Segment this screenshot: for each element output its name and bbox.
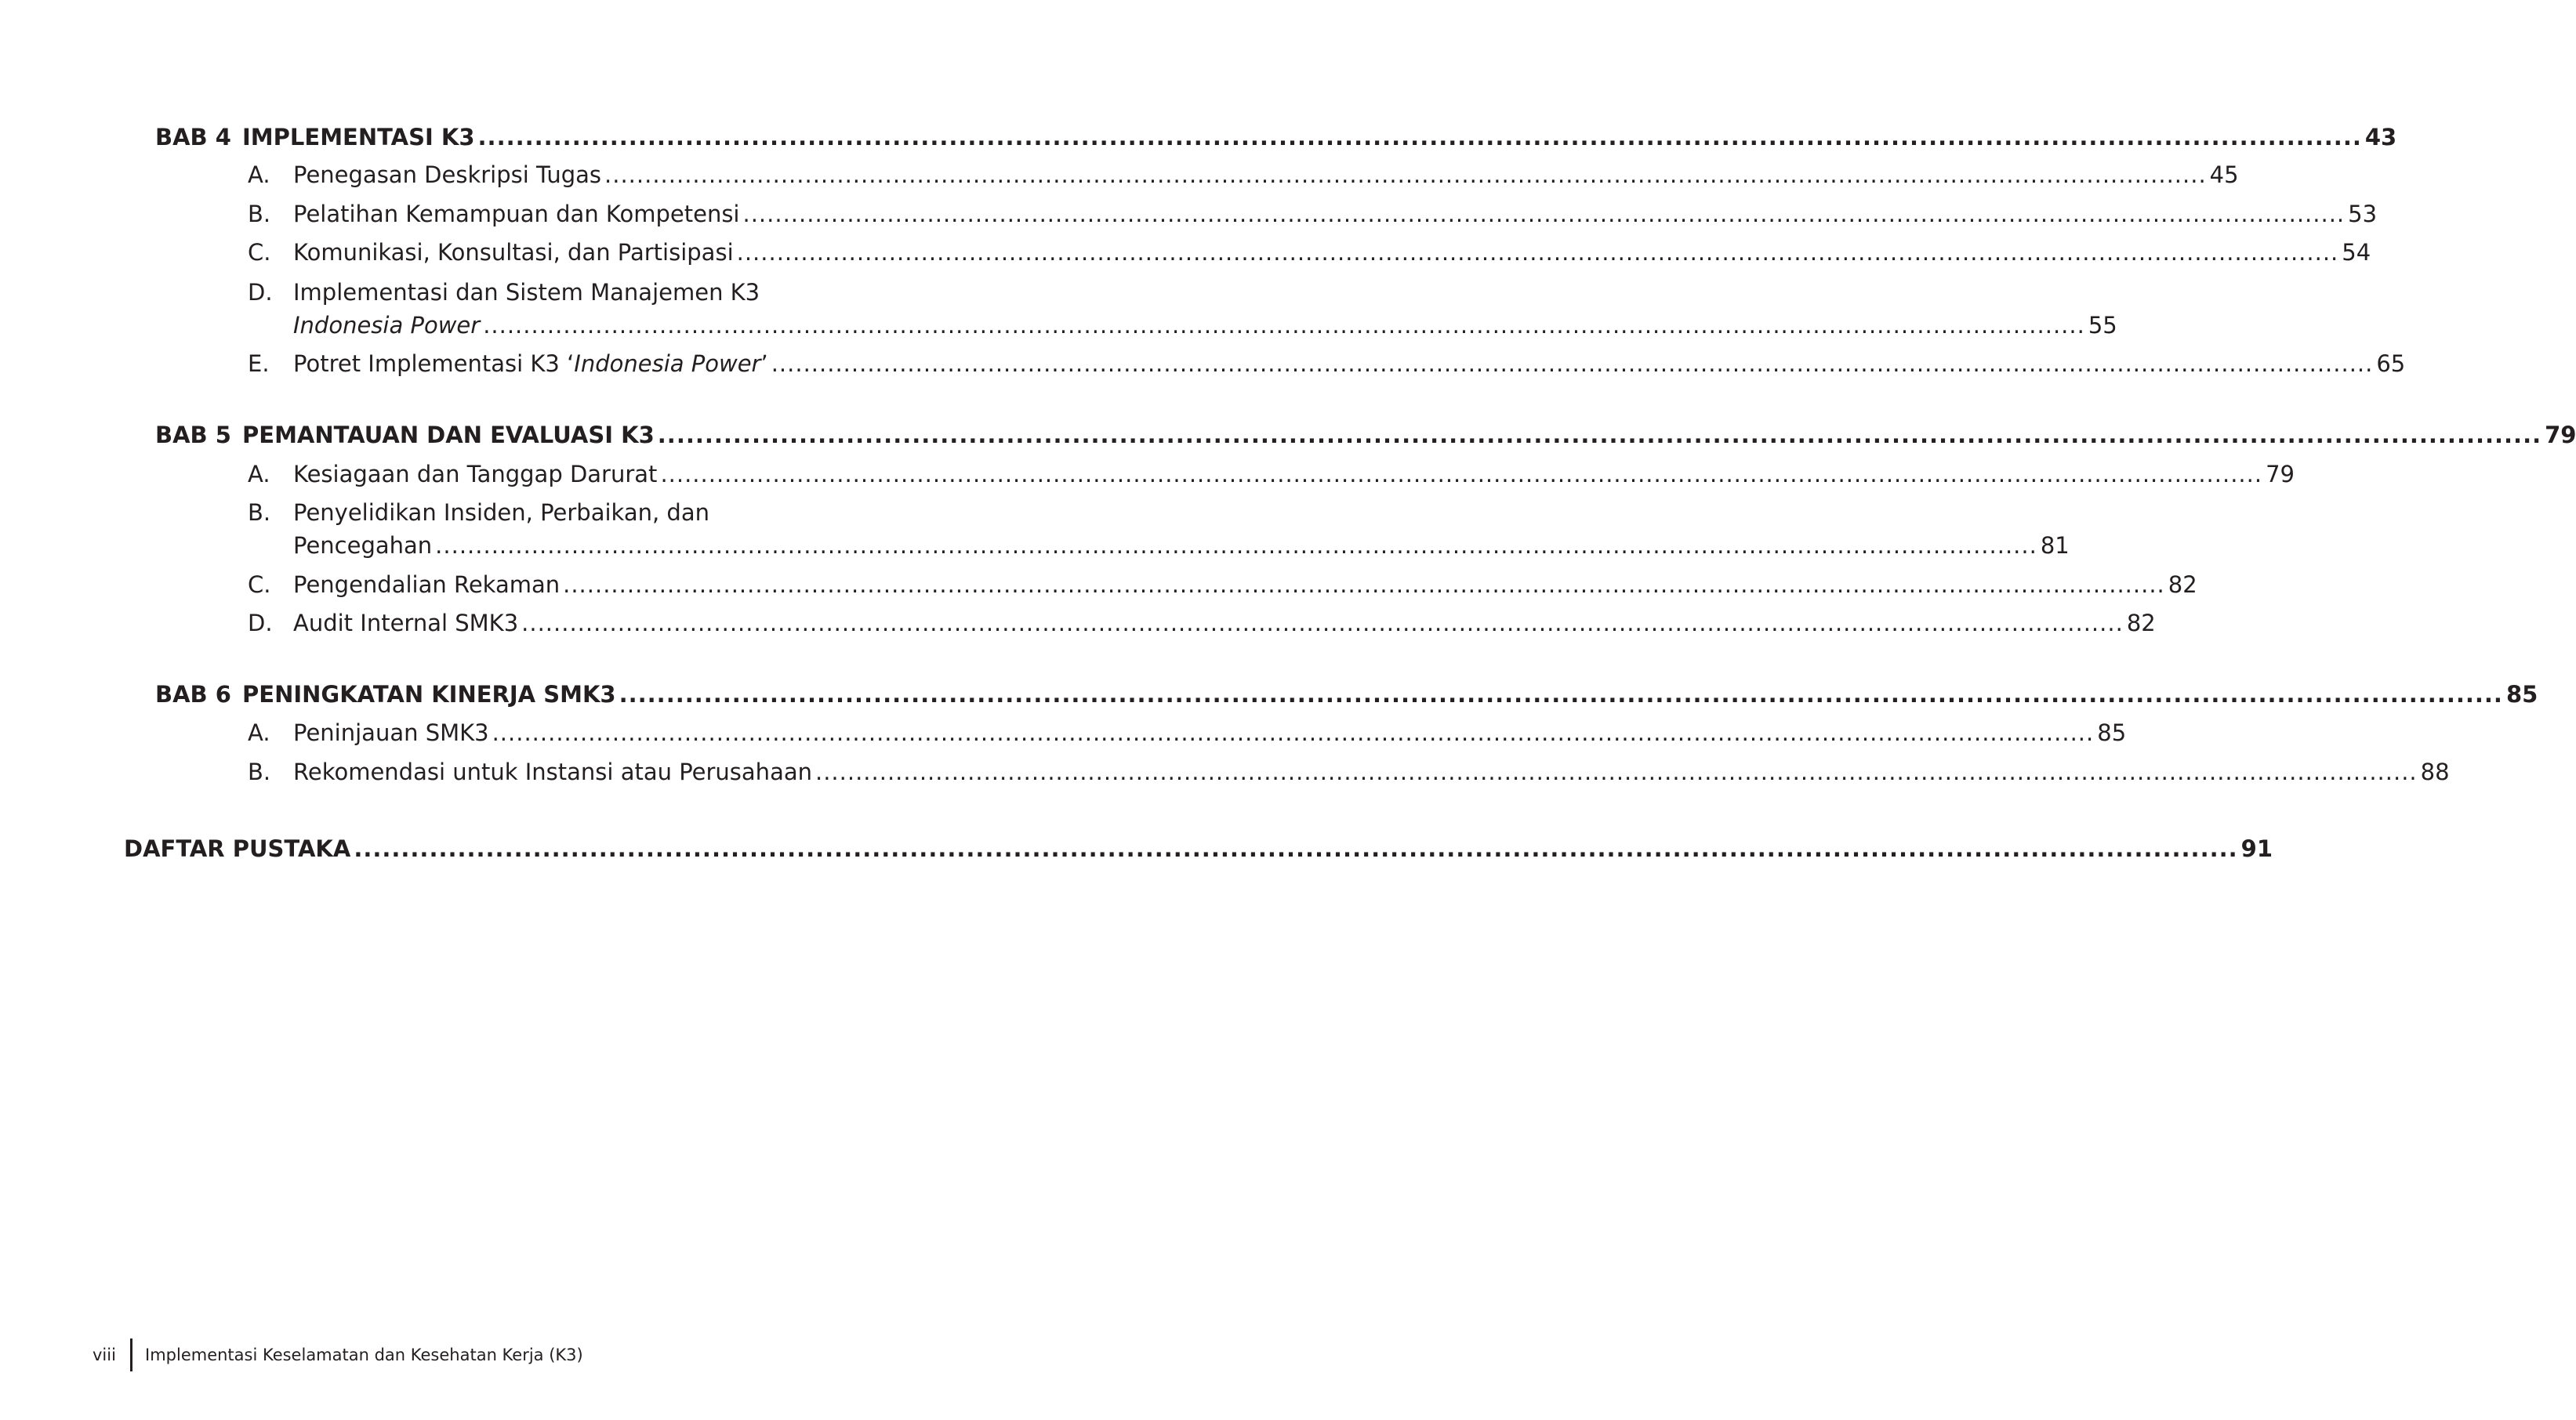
page-number: 82 [2168, 571, 2197, 598]
section-title: Komunikasi, Konsultasi, dan Partisipasi [293, 239, 734, 266]
section-letter: E. [248, 350, 270, 377]
chapter-number: BAB 4 [155, 124, 231, 150]
page-number: 85 [2097, 719, 2127, 746]
toc-chapter-4[interactable] [155, 121, 2397, 153]
section-title: Kesiagaan dan Tanggap Darurat [293, 461, 658, 487]
section-letter: A. [248, 461, 270, 487]
page-number: 43 [2364, 124, 2397, 150]
chapter-title: IMPLEMENTASI K3 [242, 124, 475, 150]
section-letter: A. [248, 719, 270, 746]
dot-leader [435, 530, 2037, 561]
toc-section-continuation[interactable] [293, 310, 2117, 341]
dot-leader [737, 237, 2339, 268]
toc-section-continuation[interactable] [293, 530, 2070, 561]
section-title-continued: Indonesia Power [293, 312, 481, 339]
toc-bibliography[interactable] [124, 833, 2273, 864]
page-number: 81 [2040, 532, 2070, 559]
chapter-title: PENINGKATAN KINERJA SMK3 [242, 681, 616, 708]
section-title: Pengendalian Rekaman [293, 571, 561, 598]
toc-section[interactable] [248, 607, 2156, 639]
toc-chapter-6[interactable] [155, 679, 2538, 710]
toc-section[interactable] [248, 717, 2127, 748]
section-title: Pelatihan Kemampuan dan Kompetensi [293, 201, 740, 227]
page-footer [93, 1338, 583, 1371]
toc-section[interactable] [248, 497, 839, 528]
page-number: 91 [2240, 835, 2273, 862]
section-title: Penegasan Deskripsi Tugas [293, 161, 602, 188]
toc-section[interactable] [248, 458, 2295, 490]
chapter-number: BAB 6 [155, 681, 231, 708]
dot-leader [771, 348, 2374, 379]
section-title: Rekomendasi untuk Instansi atau Perusahaan [293, 759, 812, 785]
section-title-continued: Pencegahan [293, 532, 433, 559]
section-title: Implementasi dan Sistem Manajemen K3 [293, 279, 760, 306]
dot-leader [478, 121, 2362, 153]
page-number: 88 [2420, 759, 2450, 785]
dot-leader [660, 458, 2262, 490]
section-title: Potret Implementasi K3 ‘Indonesia Power’ [293, 350, 768, 377]
toc-section[interactable] [248, 348, 2406, 379]
section-title: Penyelidikan Insiden, Perbaikan, dan [293, 499, 709, 526]
section-letter: B. [248, 201, 271, 227]
page-number: 85 [2505, 681, 2538, 708]
section-letter: A. [248, 161, 270, 188]
toc-section[interactable] [248, 756, 2450, 788]
dot-leader [354, 833, 2237, 864]
footer-divider [130, 1338, 132, 1371]
running-title: Implementasi Keselamatan dan Kesehatan Kerja (K3) [145, 1346, 583, 1364]
dot-leader [743, 198, 2346, 230]
dot-leader [492, 717, 2095, 748]
chapter-number: BAB 5 [155, 422, 231, 448]
toc-section[interactable] [248, 198, 2378, 230]
section-letter: B. [248, 759, 271, 785]
chapter-title: PEMANTAUAN DAN EVALUASI K3 [242, 422, 655, 448]
toc-section[interactable] [248, 569, 2197, 600]
page-number: 54 [2342, 239, 2371, 266]
section-title: Peninjauan SMK3 [293, 719, 489, 746]
dot-leader [563, 569, 2165, 600]
page-number: 55 [2088, 312, 2117, 339]
dot-leader [483, 310, 2085, 341]
page-number: 45 [2209, 161, 2239, 188]
page-number: 79 [2266, 461, 2295, 487]
page-number: 53 [2348, 201, 2378, 227]
section-letter: D. [248, 279, 273, 306]
folio-number: viii [93, 1346, 116, 1364]
section-title: Audit Internal SMK3 [293, 610, 519, 636]
page-number: 79 [2545, 422, 2576, 448]
section-letter: B. [248, 499, 271, 526]
section-letter: C. [248, 239, 271, 266]
toc-section[interactable] [248, 277, 839, 308]
toc-chapter-5[interactable] [155, 419, 2576, 451]
page-number: 82 [2126, 610, 2156, 636]
dot-leader [604, 159, 2207, 190]
page-number: 65 [2376, 350, 2406, 377]
toc-section[interactable] [248, 159, 2239, 190]
section-letter: D. [248, 610, 273, 636]
bibliography-title: DAFTAR PUSTAKA [124, 835, 351, 862]
dot-leader [619, 679, 2503, 710]
toc-section[interactable] [248, 237, 2371, 268]
dot-leader [815, 756, 2418, 788]
dot-leader [521, 607, 2124, 639]
dot-leader [658, 419, 2542, 451]
section-letter: C. [248, 571, 271, 598]
